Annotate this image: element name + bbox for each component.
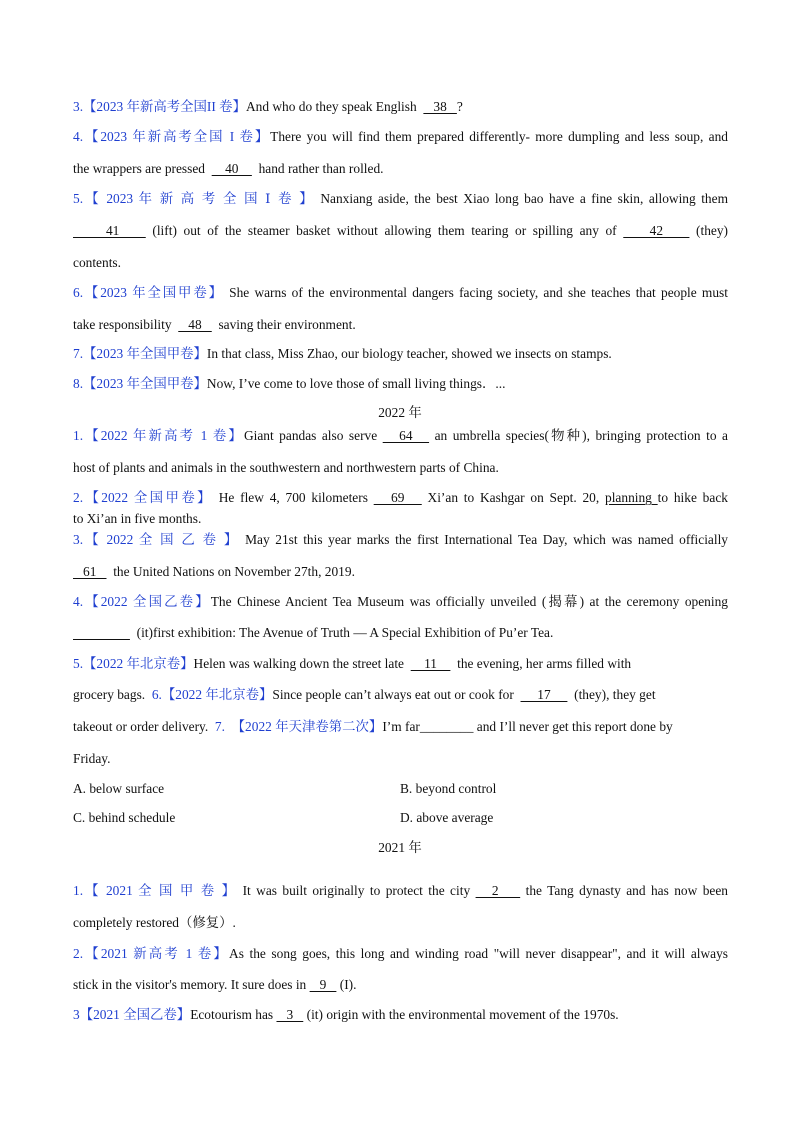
question-text: (I). — [339, 977, 357, 992]
question-2023-5-line2 — [73, 223, 728, 239]
question-text: Xi’an to Kashgar on Sept. 20, — [427, 490, 600, 505]
question-text: host of plants and animals in the southwestern and northwestern parts of China. — [73, 460, 499, 475]
option-a: A. below surface — [73, 781, 165, 796]
question-text: takeout or order delivery. — [73, 719, 209, 734]
source-tag: 【2023 年新高考全国 I 卷】 — [83, 129, 271, 144]
question-text: an umbrella species(物种), bringing protection to a — [434, 428, 728, 443]
question-text: (they), they get — [574, 687, 656, 702]
question-number: 6. — [73, 285, 84, 300]
answer-blank: 48 — [178, 317, 212, 332]
question-2021-2-line2 — [73, 977, 728, 993]
question-2023-8 — [73, 376, 728, 392]
question-text: the United Nations on November 27th, 2019. — [113, 564, 355, 579]
answer-blank: 61 — [73, 564, 107, 579]
option-b: B. beyond control — [400, 781, 497, 796]
answer-blank: 17 — [520, 687, 568, 702]
question-2022-3 — [73, 532, 728, 548]
question-2023-6-line2 — [73, 317, 728, 333]
question-text: Helen was walking down the street late — [193, 656, 404, 671]
answer-blank: 41 — [73, 223, 146, 238]
source-tag: 【2023 年全国甲卷】 — [83, 376, 207, 391]
section-heading-2022: 2022 年 — [378, 405, 422, 420]
question-text: I’m far________ and I’ll never get this report done by — [382, 719, 673, 734]
question-2021-1 — [73, 883, 728, 899]
question-2022-1 — [73, 428, 728, 444]
question-2021-2 — [73, 946, 728, 962]
question-text: completely restored（修复）. — [73, 915, 236, 930]
question-2023-7 — [73, 346, 728, 362]
question-number: 5. — [73, 656, 84, 671]
source-tag: 【2023 年新高考全国II 卷】 — [83, 99, 246, 114]
question-text: grocery bags. — [73, 687, 146, 702]
answer-blank: 40 — [211, 161, 252, 176]
question-text: to Xi’an in five months. — [73, 511, 202, 526]
question-number: 3. — [73, 99, 84, 114]
source-tag: 【2021 全国乙卷】 — [79, 1007, 191, 1022]
question-text: He flew 4, 700 kilometers — [218, 490, 368, 505]
question-number: 7. — [214, 719, 225, 734]
question-text: hand rather than rolled. — [258, 161, 384, 176]
question-2023-4 — [73, 129, 728, 145]
section-heading-2021: 2021 年 — [378, 840, 422, 855]
question-text: (they) — [696, 223, 729, 238]
source-tag: 【2022 全国甲卷】 — [83, 490, 213, 505]
question-2023-5-line3 — [73, 255, 728, 271]
question-text-end: ? — [456, 99, 463, 114]
question-text: May 21st this year marks the first International Tea Day, which was named officially — [245, 532, 728, 547]
question-2022-2-line2 — [73, 511, 728, 527]
question-text: In that class, Miss Zhao, our biology teacher, showed we insects on stamps. — [206, 346, 612, 361]
question-2022-1-line2 — [73, 460, 728, 476]
answer-blank: 64 — [382, 428, 430, 443]
question-number: 5. — [73, 191, 84, 206]
source-tag: 【2022 年北京卷】 — [161, 687, 273, 702]
question-number: 2. — [73, 490, 84, 505]
answer-blank: 11 — [410, 656, 451, 671]
question-number: 8. — [73, 376, 84, 391]
question-text: the Tang dynasty and has now been — [525, 883, 728, 898]
question-text: It was built originally to protect the city — [242, 883, 471, 898]
question-2022-7-line2 — [73, 751, 728, 767]
question-text: Giant pandas also serve — [243, 428, 378, 443]
question-number: 1. — [73, 428, 84, 443]
answer-blank — [73, 625, 130, 640]
question-text: Nanxiang aside, the best Xiao long bao have a fine skin, allowing them — [320, 191, 728, 206]
source-tag: 【 2021 全 国 甲 卷 】 — [83, 883, 238, 898]
source-tag: 【2023 年全国甲卷】 — [83, 285, 224, 300]
question-text: saving their environment. — [218, 317, 356, 332]
question-2022-4 — [73, 594, 728, 610]
question-text: (lift) out of the steamer basket without allowing them tearing or spilling any of — [152, 223, 617, 238]
answer-blank: 38 — [423, 99, 457, 114]
question-2022-6 — [73, 687, 728, 703]
answer-blank: 2 — [475, 883, 521, 898]
question-2022-7 — [73, 719, 728, 735]
source-tag: 【2023 年全国甲卷】 — [83, 346, 207, 361]
question-text: contents. — [73, 255, 121, 270]
source-tag: 【2022 年北京卷】 — [83, 656, 194, 671]
source-tag: 【2021 新高考 1 卷】 — [83, 946, 230, 961]
question-number: 3. — [73, 532, 84, 547]
question-text: Friday. — [73, 751, 111, 766]
question-number: 6. — [151, 687, 162, 702]
question-2023-6 — [73, 285, 728, 301]
question-2022-4-line2 — [73, 625, 728, 641]
question-text: The Chinese Ancient Tea Museum was officially unveiled (揭幕) at the ceremony opening — [210, 594, 728, 609]
question-text: Now, I’ve come to love those of small living things．... — [206, 376, 506, 391]
option-c: C. behind schedule — [73, 810, 176, 825]
question-2021-1-line2 — [73, 915, 728, 931]
source-tag: 【2022 全国乙卷】 — [83, 594, 211, 609]
question-2022-5 — [73, 656, 728, 672]
question-text: She warns of the environmental dangers facing society, and she teaches that people must — [229, 285, 728, 300]
question-text: take responsibility — [73, 317, 172, 332]
question-2023-3 — [73, 99, 728, 115]
underlined-word: planning — [605, 490, 658, 505]
option-d: D. above average — [400, 810, 494, 825]
answer-blank: 42 — [623, 223, 690, 238]
question-2021-3 — [73, 1007, 728, 1023]
question-number: 4. — [73, 129, 84, 144]
question-2023-5 — [73, 191, 728, 207]
question-text: And who do they speak English — [245, 99, 417, 114]
question-text: to hike back — [657, 490, 728, 505]
question-2023-4-line2 — [73, 161, 728, 177]
source-tag: 【 2022 全 国 乙 卷 】 — [83, 532, 240, 547]
question-2022-3-line2 — [73, 564, 728, 580]
source-tag: 【2022 年天津卷第二次】 — [231, 719, 383, 734]
answer-blank: 3 — [276, 1007, 304, 1022]
question-number: 4. — [73, 594, 84, 609]
question-2022-2 — [73, 490, 728, 506]
question-number: 7. — [73, 346, 84, 361]
question-text: (it)first exhibition: The Avenue of Truth — A Special Exhibition of Pu’er Tea. — [136, 625, 554, 640]
question-text: Since people can’t always eat out or cook for — [272, 687, 514, 702]
question-number: 1. — [73, 883, 84, 898]
question-number: 2. — [73, 946, 84, 961]
question-text: There you will find them prepared differently- more dumpling and less soup, and — [270, 129, 728, 144]
question-text: the evening, her arms filled with — [457, 656, 632, 671]
answer-blank: 9 — [309, 977, 337, 992]
answer-blank: 69 — [373, 490, 422, 505]
source-tag: 【 2023 年 新 高 考 全 国 Ⅰ 卷 】 — [83, 191, 315, 206]
question-text: Ecotourism has — [190, 1007, 274, 1022]
source-tag: 【2022 年新高考 1 卷】 — [83, 428, 244, 443]
question-number: 3 — [73, 1007, 80, 1022]
question-text: stick in the visitor's memory. It sure does in — [73, 977, 307, 992]
question-text: the wrappers are pressed — [73, 161, 205, 176]
question-text: As the song goes, this long and winding road "will never disappear", and it will always — [229, 946, 728, 961]
question-text: (it) origin with the environmental movement of the 1970s. — [306, 1007, 619, 1022]
